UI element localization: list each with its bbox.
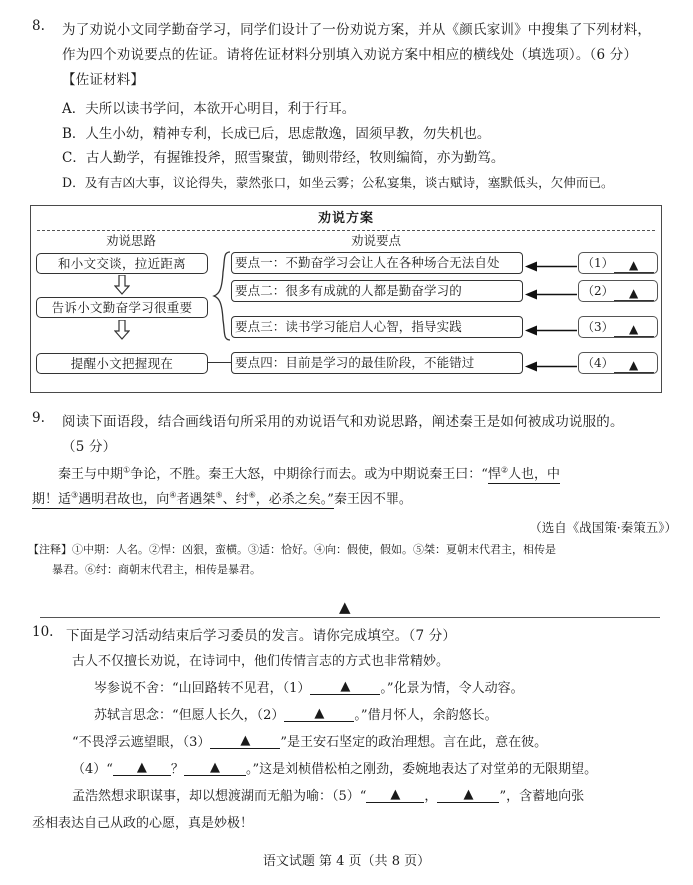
footnotes-heading: 【注释】 [28, 543, 72, 556]
fill-line-1-pre: 岑参说不舍：“山回路转不见君，（1） [94, 681, 311, 696]
step-box-1: 和小文交谈，拉近距离 [36, 253, 208, 274]
footnotes-line-1 [28, 540, 683, 560]
brace-icon [211, 250, 231, 342]
passage-source-text: （选自《战国策·秦策五》） [529, 520, 677, 535]
column-header-points: 劝说要点 [350, 233, 401, 248]
answer-box-1[interactable] [578, 252, 658, 274]
diagram-body [31, 250, 661, 390]
question-9-stem-line-2: （5 分） [62, 439, 117, 455]
answer-box-4-number: （4） [582, 356, 614, 370]
step-box-2: 告诉小文勤奋学习很重要 [36, 297, 208, 318]
fill-blank-2[interactable]: ▲ [284, 706, 354, 722]
passage-text-mid: 争论，不胜。秦王大怒，中期徐行而去。或为中期说秦王曰：“ [130, 467, 488, 482]
answer-box-1-blank[interactable]: ▲ [614, 258, 654, 273]
answer-box-3-number: （3） [582, 320, 614, 334]
footnote-ref-2: ② [500, 465, 509, 475]
option-d-label: D． [62, 174, 85, 190]
left-arrow-icon-4 [525, 357, 578, 368]
footnote-ref-6: ⑥ [248, 490, 256, 500]
question-9-answer-area[interactable] [40, 600, 660, 622]
page-footer: 语文试题 第 4 页（共 8 页） [262, 854, 431, 869]
fill-blank-4a[interactable]: ▲ [113, 760, 171, 776]
answer-box-1-number: （1） [582, 256, 614, 270]
option-b-text: 人生小幼，精神专利，长成已后，思虑散逸，固须早教，勿失机也。 [85, 125, 491, 142]
fill-line-2 [32, 702, 682, 729]
fill-blank-5a[interactable]: ▲ [366, 787, 424, 803]
column-header-spacer [521, 232, 661, 250]
fill-line-4 [32, 756, 682, 783]
footnote-ref-4: ④ [169, 490, 177, 500]
left-arrow-icon-3 [525, 321, 578, 332]
left-arrow-icon-2 [525, 285, 578, 296]
fill-blank-3[interactable]: ▲ [210, 733, 280, 749]
fill-line-4-mid: ？ [170, 762, 184, 777]
point-box-4: 要点四：目前是学习的最佳阶段，不能错过 [231, 352, 523, 374]
answer-rule-line [40, 617, 660, 618]
question-9-passage [32, 462, 677, 512]
underlined-b: 人也，中 [508, 467, 561, 482]
question-8-number: 8. [32, 18, 45, 34]
question-8-stem-line-1: 为了劝说小文同学勤奋学习，同学们设计了一份劝说方案，并从《颜氏家训》中搜集了下列材料， [62, 22, 652, 38]
question-8-stem [62, 18, 672, 93]
step-box-3: 提醒小文把握现在 [36, 353, 208, 374]
persuasion-plan-diagram [30, 205, 662, 393]
fill-line-5-continued: 丞相表达自己从政的心愿，真是妙极！ [32, 816, 254, 831]
passage-line-1 [32, 462, 677, 487]
point-box-1: 要点一：不勤奋学习会让人在各种场合无法自处 [231, 252, 523, 274]
column-header-steps: 劝说思路 [105, 233, 156, 248]
point-box-2: 要点二：很多有成就的人都是勤奋学习的 [231, 280, 523, 302]
question-10-stem-text: 下面是学习活动结束后学习委员的发言。请你完成填空。（7 分） [66, 628, 457, 644]
fill-line-3-pre: “不畏浮云遮望眼，（3） [72, 735, 211, 750]
question-9-number: 9. [32, 410, 45, 426]
question-9 [32, 410, 677, 460]
question-9-stem-line-1: 阅读下面语段，结合画线语句所采用的劝说语气和劝说思路，阐述秦王是如何被成功说服的。 [62, 414, 624, 430]
footnote-ref-3: ③ [71, 490, 79, 500]
fill-line-1-post: 。”化景为情，令人动容。 [380, 681, 524, 696]
footnotes-text-2: 暴君。⑥纣：商朝末代君主，相传是暴君。 [52, 563, 261, 576]
down-arrow-icon-2 [114, 320, 130, 340]
left-arrow-icon-1 [525, 257, 578, 268]
question-9-footnotes [28, 540, 683, 580]
fill-line-4-pre: （4）“ [72, 762, 113, 777]
point-box-3: 要点三：读书学习能启人心智，指导实践 [231, 316, 523, 338]
underlined-text-part-2 [32, 492, 334, 509]
footnotes-line-2 [28, 560, 683, 580]
option-c-label: C． [62, 150, 86, 166]
fill-line-2-post: 。”借月怀人，余韵悠长。 [354, 708, 498, 723]
option-c [62, 146, 677, 171]
fill-line-3-post: ”是王安石坚定的政治理想。言在此，意在彼。 [280, 735, 548, 750]
underlined-g: ，必杀之矣。” [255, 492, 334, 507]
fill-line-1 [32, 675, 682, 702]
fill-line-5-mid: ， [424, 789, 438, 804]
option-b [62, 122, 677, 147]
underlined-d: 遇明君故也，向 [78, 492, 170, 507]
option-a-text: 夫所以读书学问，本欲开心明目，利于行耳。 [85, 101, 356, 117]
fill-line-4-post: 。”这是刘桢借松柏之刚劲，委婉地表达了对堂弟的无限期望。 [245, 762, 598, 777]
answer-box-4-blank[interactable]: ▲ [614, 358, 654, 373]
question-10-intro: 古人不仅擅长劝说，在诗词中，他们传情言志的方式也非常精妙。 [72, 654, 450, 669]
down-arrow-icon-1 [114, 275, 130, 295]
diagram-title: 劝说方案 [317, 211, 374, 226]
fill-blank-4b[interactable]: ▲ [184, 760, 246, 776]
question-8 [32, 18, 672, 93]
question-10-stem [66, 624, 677, 649]
option-a-label: A． [62, 101, 86, 117]
question-8-stem-line-2: 作为四个劝说要点的佐证。请将佐证材料分别填入劝说方案中相应的横线处（填选项）。（6 分） [62, 47, 638, 63]
answer-box-2[interactable] [578, 280, 658, 302]
question-10 [32, 624, 677, 649]
option-d [62, 171, 677, 196]
fill-line-3 [32, 729, 682, 756]
answer-box-3[interactable] [578, 316, 658, 338]
passage-line-2 [32, 487, 677, 512]
option-d-text: 及有吉凶大事，议论得失，蒙然张口，如坐云雾；公私宴集，谈古赋诗，塞默低头，欠伸而已。 [84, 174, 614, 190]
answer-box-4[interactable] [578, 352, 658, 374]
underlined-c: 期！适 [32, 492, 72, 507]
diagram-column-headers [31, 231, 661, 250]
fill-blank-5b[interactable]: ▲ [437, 787, 499, 803]
footnote-ref-5: ⑤ [215, 490, 223, 500]
option-c-text: 古人勤学，有握锥投斧，照雪聚萤，锄则带经，牧则编简，亦为勤笃。 [85, 150, 505, 166]
answer-box-3-blank[interactable]: ▲ [614, 322, 654, 337]
footnotes-text-1: ①中期：人名。②悍：凶狠，蛮横。③适：恰好。④向：假使，假如。⑤桀：夏朝末代君主，相传是 [72, 543, 556, 556]
answer-box-2-blank[interactable]: ▲ [614, 286, 654, 301]
answer-box-2-number: （2） [582, 284, 614, 298]
underlined-e: 者遇桀 [176, 492, 216, 507]
option-a [62, 97, 677, 122]
passage-text-tail: 秦王因不罪。 [333, 492, 412, 507]
option-b-label: B． [62, 125, 86, 142]
passage-source [32, 518, 693, 536]
fill-blank-1[interactable]: ▲ [310, 679, 380, 695]
connector-line [208, 362, 232, 364]
fill-line-2-pre: 苏轼言思念：“但愿人长久，（2） [94, 708, 285, 723]
question-10-number: 10. [32, 624, 54, 640]
answer-triangle-icon: ▲ [339, 598, 351, 616]
question-8-options [62, 97, 677, 195]
question-9-stem [62, 410, 677, 460]
underlined-a: 悍 [487, 467, 501, 482]
footnote-ref-1: ① [123, 465, 131, 475]
fill-line-5 [32, 783, 682, 810]
underlined-text-part-1 [488, 467, 560, 484]
passage-text-pre: 秦王与中期 [58, 467, 124, 482]
fill-line-5-post: ”，含蓄地向张 [499, 789, 585, 804]
fill-line-5-pre: 孟浩然想求职谋事，却以想渡湖而无船为喻：（5）“ [72, 789, 367, 804]
underlined-f: 、纣 [222, 492, 249, 507]
question-10-content [32, 648, 682, 837]
material-heading: 【佐证材料】 [62, 72, 145, 88]
